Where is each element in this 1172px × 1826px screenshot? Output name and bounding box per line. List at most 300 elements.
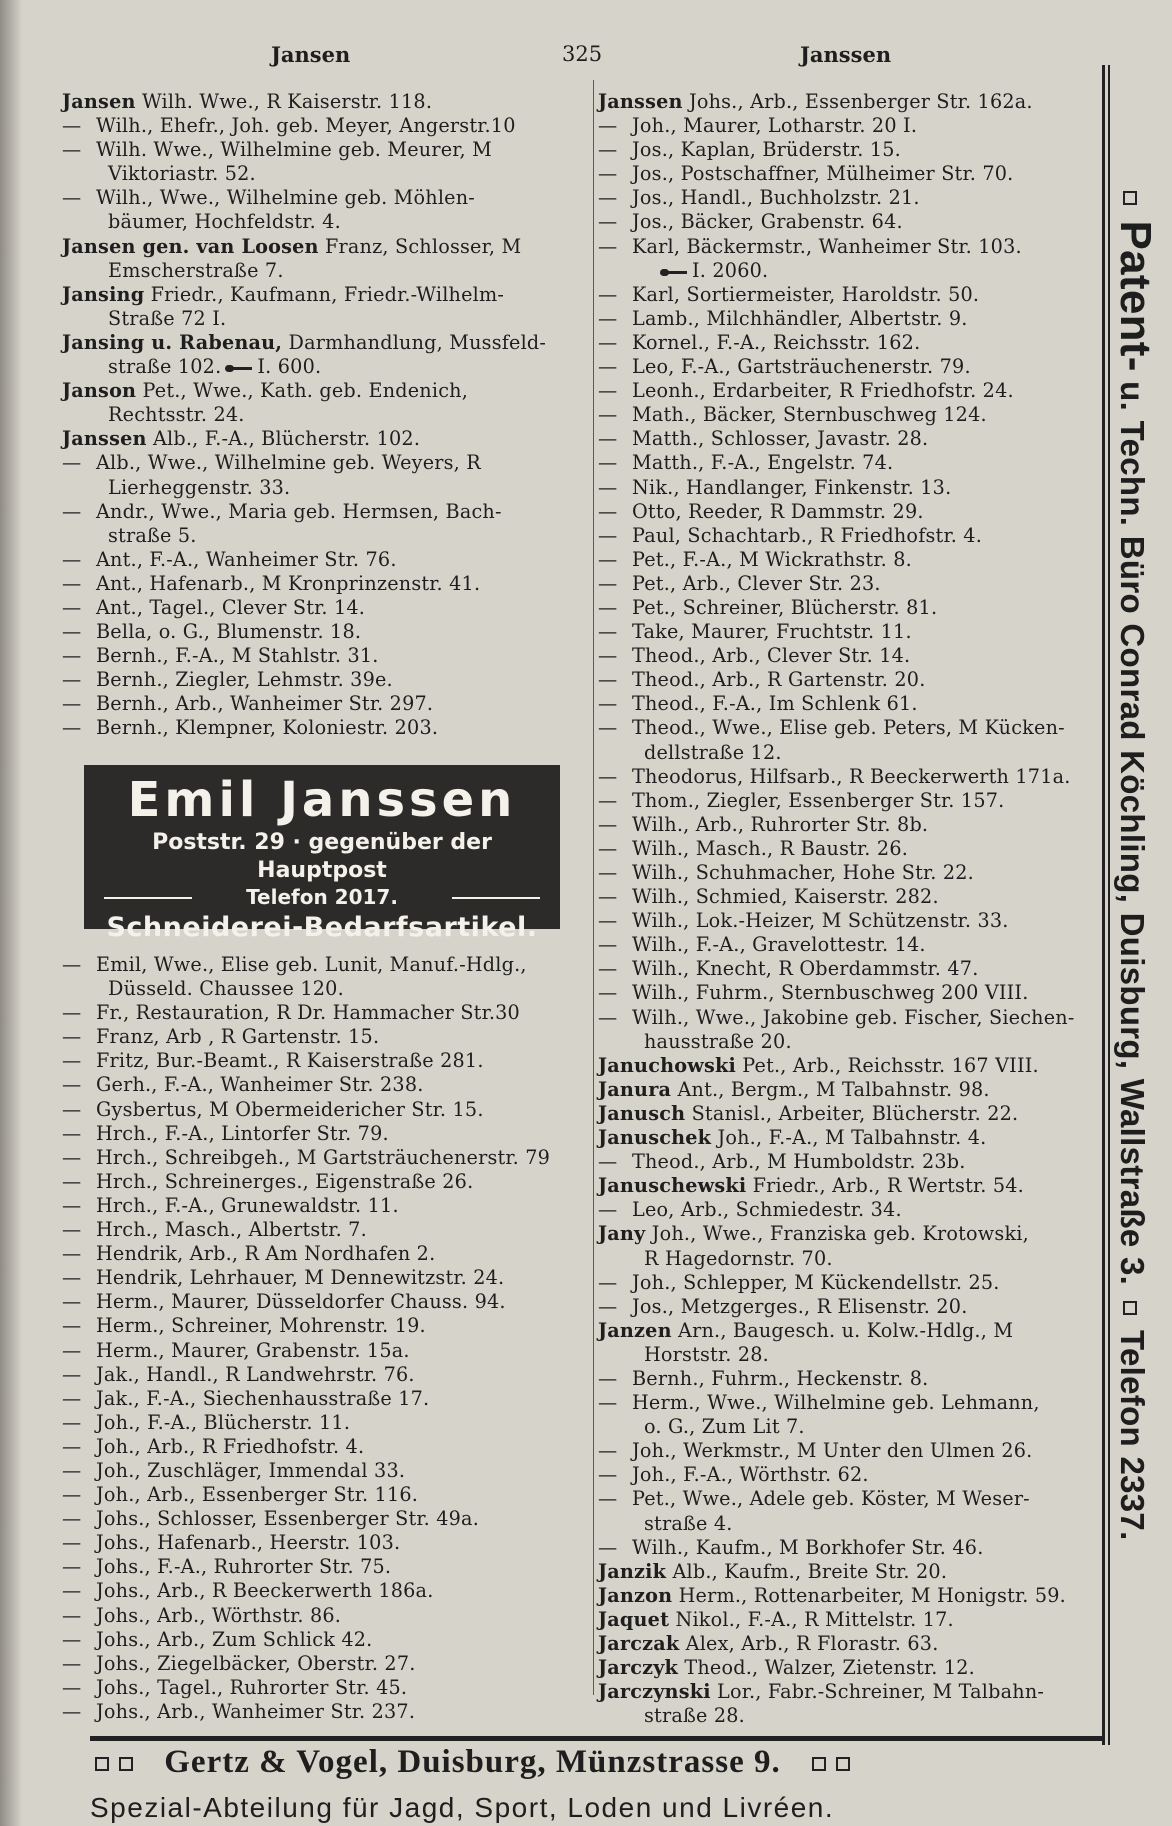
directory-entry	[598, 1295, 1106, 1319]
square-ornament	[95, 1757, 109, 1771]
side-rule-thick	[1102, 65, 1105, 1745]
ditto-dash: —	[62, 692, 82, 716]
entry-text: Wilh., Lok.-Heizer, M Schützenstr. 33.	[632, 909, 1009, 933]
directory-entry	[598, 186, 1106, 210]
entry-text: Hrch., Masch., Albertstr. 7.	[96, 1218, 367, 1242]
entry-text: Wilh., Arb., Ruhrorter Str. 8b.	[632, 812, 929, 836]
ditto-dash: —	[598, 668, 618, 692]
directory-entry-main	[598, 1632, 1106, 1656]
ditto-dash: —	[62, 1314, 82, 1338]
telephone-number: I. 600.	[257, 355, 322, 379]
entry-surname: Janusch	[598, 1101, 686, 1125]
entry-text: Jos., Kaplan, Brüderstr. 15.	[632, 138, 901, 162]
ditto-dash: —	[62, 1145, 82, 1169]
directory-entry	[598, 331, 1106, 355]
entry-surname: Januschek	[598, 1126, 712, 1150]
ditto-dash: —	[62, 547, 82, 571]
directory-entry-main	[598, 90, 1106, 114]
directory-entry	[598, 837, 1106, 861]
ditto-dash: —	[598, 1005, 618, 1029]
directory-entry	[598, 548, 1106, 572]
directory-entry-main	[598, 1680, 1106, 1728]
ditto-dash: —	[62, 114, 82, 138]
entry-text: Pet., Arb., Reichsstr. 167 VIII.	[742, 1053, 1039, 1077]
square-ornament	[119, 1757, 133, 1771]
directory-entry	[62, 1579, 587, 1603]
entry-continuation-text: Lierheggenstr. 33.	[108, 475, 291, 499]
ditto-dash: —	[62, 1434, 82, 1458]
entry-surname: Jaquet	[598, 1607, 670, 1631]
entry-text: Math., Bäcker, Sternbuschweg 124.	[632, 403, 987, 427]
entry-text: Hrch., Schreinerges., Eigenstraße 26.	[96, 1169, 474, 1193]
ditto-dash: —	[62, 138, 82, 162]
entry-text: Fr., Restauration, R Dr. Hammacher Str.30	[96, 1001, 520, 1025]
ditto-dash: —	[598, 812, 618, 836]
entry-text: Hendrik, Lehrhauer, M Dennewitzstr. 24.	[96, 1266, 505, 1290]
directory-entry	[598, 620, 1106, 644]
ditto-dash: —	[598, 451, 618, 475]
ditto-dash: —	[62, 1386, 82, 1410]
entry-text: Lor., Fabr.-Schreiner, M Talbahn-	[717, 1680, 1045, 1704]
entry-continuation	[62, 403, 587, 427]
entry-surname: Jansen gen. van Loosen	[62, 234, 319, 258]
ditto-dash: —	[598, 957, 618, 981]
entry-text: Hrch., F.-A., Grunewaldstr. 11.	[96, 1193, 399, 1217]
ditto-dash: —	[62, 1097, 82, 1121]
directory-entry	[598, 355, 1106, 379]
entry-text: Johs., Hafenarb., Heerstr. 103.	[96, 1531, 401, 1555]
entry-text: Jak., Handl., R Landwehrstr. 76.	[96, 1362, 415, 1386]
directory-entry-main	[598, 1078, 1106, 1102]
entry-text: Jos., Metzgerges., R Elisenstr. 20.	[632, 1294, 968, 1318]
directory-entry	[598, 210, 1106, 234]
directory-entry	[62, 1073, 587, 1097]
entry-text: Jak., F.-A., Siechenhausstraße 17.	[96, 1386, 430, 1410]
entry-text: Joh., Schlepper, M Kückendellstr. 25.	[632, 1270, 1000, 1294]
directory-entry	[62, 1049, 587, 1073]
entry-text: Johs., Ziegelbäcker, Oberstr. 27.	[96, 1651, 416, 1675]
directory-entry	[598, 813, 1106, 837]
ditto-dash: —	[598, 885, 618, 909]
ditto-dash: —	[598, 1198, 618, 1222]
directory-entry	[598, 1463, 1106, 1487]
directory-entry	[598, 765, 1106, 789]
entry-text: Take, Maurer, Fruchtstr. 11.	[632, 620, 912, 644]
entry-text: Johs., Arb., Zum Schlick 42.	[96, 1627, 373, 1651]
directory-entry	[598, 1006, 1106, 1054]
entry-text: Friedr., Kaufmann, Friedr.-Wilhelm-	[150, 282, 505, 306]
directory-entry	[598, 957, 1106, 981]
entry-text: Pet., Wwe., Kath. geb. Endenich,	[142, 379, 468, 403]
entry-continuation	[62, 977, 587, 1001]
entry-surname: Jansen	[62, 90, 136, 113]
ditto-dash: —	[598, 1294, 618, 1318]
entry-text: Alb., F.-A., Blücherstr. 102.	[152, 427, 421, 451]
directory-entry	[598, 644, 1106, 668]
ditto-dash: —	[62, 1531, 82, 1555]
entry-surname: Jarczak	[598, 1632, 680, 1655]
directory-entry	[598, 162, 1106, 186]
directory-entry	[62, 692, 587, 716]
entry-continuation	[598, 1704, 1106, 1728]
directory-entry	[598, 283, 1106, 307]
directory-entry	[62, 572, 587, 596]
ditto-dash: —	[598, 330, 618, 354]
entry-text: Johs., Arb., Wörthstr. 86.	[96, 1603, 342, 1627]
entry-text: Herm., Rottenarbeiter, M Honigstr. 59.	[678, 1583, 1066, 1607]
directory-entry	[598, 451, 1106, 475]
entry-surname: Janzen	[598, 1318, 672, 1342]
entry-text: Franz, Arb , R Gartenstr. 15.	[96, 1025, 380, 1049]
left-column-top	[62, 90, 587, 741]
side-rule-thin	[1108, 65, 1110, 1745]
ditto-dash: —	[62, 1121, 82, 1145]
ditto-dash: —	[598, 114, 618, 138]
directory-entry-main	[598, 1608, 1106, 1632]
entry-surname: Jarczynski	[598, 1680, 711, 1704]
entry-continuation-text: bäumer, Hochfeldstr. 4.	[108, 210, 341, 234]
directory-entry	[62, 620, 587, 644]
ditto-dash: —	[62, 1218, 82, 1242]
ditto-dash: —	[62, 595, 82, 619]
entry-text: Ant., Bergm., M Talbahnstr. 98.	[677, 1077, 990, 1101]
directory-entry-main	[598, 1126, 1106, 1150]
ditto-dash: —	[62, 1073, 82, 1097]
entry-continuation	[598, 1247, 1106, 1271]
entry-text: Arn., Baugesch. u. Kolw.-Hdlg., M	[678, 1318, 1014, 1342]
directory-entry	[62, 1314, 587, 1338]
ditto-dash: —	[62, 1362, 82, 1386]
directory-entry	[598, 476, 1106, 500]
ditto-dash: —	[62, 1579, 82, 1603]
ditto-dash: —	[598, 933, 618, 957]
entry-text: Hrch., F.-A., Lintorfer Str. 79.	[96, 1121, 389, 1145]
entry-text: Wilh., Ehefr., Joh. geb. Meyer, Angerstr.10	[96, 114, 516, 138]
entry-surname: Jany	[598, 1222, 646, 1246]
entry-text: Nikol., F.-A., R Mittelstr. 17.	[675, 1607, 954, 1631]
directory-entry	[62, 186, 587, 234]
directory-entry	[598, 909, 1106, 933]
directory-entry	[598, 427, 1106, 451]
side-ad-telephone: Telefon 2337.	[1114, 1330, 1151, 1541]
directory-entry	[598, 981, 1106, 1005]
ad-address: Poststr. 29 · gegenüber der Hauptpost	[152, 830, 492, 883]
entry-text: Wilh. Wwe., Wilhelmine geb. Meurer, M	[96, 138, 492, 162]
entry-text: Leo, F.-A., Gartsträuchenerstr. 79.	[632, 355, 971, 379]
directory-entry	[598, 1150, 1106, 1174]
ditto-dash: —	[598, 306, 618, 330]
directory-entry	[62, 1194, 587, 1218]
directory-entry	[62, 451, 587, 499]
entry-text: Wilh., Wwe., Jakobine geb. Fischer, Siechen-	[632, 1005, 1075, 1029]
entry-text: Johs., Schlosser, Essenberger Str. 49a.	[96, 1507, 479, 1531]
directory-entry-main	[62, 331, 587, 379]
ditto-dash: —	[62, 1266, 82, 1290]
entry-text: Bernh., Fuhrm., Heckenstr. 8.	[632, 1366, 929, 1390]
entry-continuation	[62, 476, 587, 500]
ditto-dash: —	[62, 499, 82, 523]
ditto-dash: —	[598, 282, 618, 306]
entry-text: Herm., Schreiner, Mohrenstr. 19.	[96, 1314, 426, 1338]
directory-entry	[598, 1271, 1106, 1295]
entry-text: Thom., Ziegler, Essenberger Str. 157.	[632, 788, 1005, 812]
entry-text: Leo, Arb., Schmiedestr. 34.	[632, 1198, 902, 1222]
directory-entry	[62, 596, 587, 620]
ditto-dash: —	[598, 981, 618, 1005]
entry-continuation	[598, 1512, 1106, 1536]
ditto-dash: —	[598, 764, 618, 788]
ditto-dash: —	[62, 620, 82, 644]
ditto-dash: —	[62, 1483, 82, 1507]
square-ornament	[836, 1757, 850, 1771]
directory-entry	[598, 716, 1106, 764]
ditto-dash: —	[62, 1651, 82, 1675]
entry-text: Wilh., Fuhrm., Sternbuschweg 200 VIII.	[632, 981, 1029, 1005]
bottom-ad-main: Gertz & Vogel, Duisburg, Münzstrasse 9.	[164, 1744, 781, 1780]
entry-continuation	[598, 1343, 1106, 1367]
ditto-dash: —	[598, 210, 618, 234]
directory-entry-main	[598, 1102, 1106, 1126]
entry-text: Ant., F.-A., Wanheimer Str. 76.	[96, 547, 397, 571]
directory-entry	[62, 1459, 587, 1483]
entry-text: Theod., Arb., M Humboldstr. 23b.	[632, 1150, 966, 1174]
directory-entry	[62, 1339, 587, 1363]
entry-surname: Janson	[62, 379, 137, 403]
ditto-dash: —	[598, 1366, 618, 1390]
column-divider	[593, 80, 594, 1695]
directory-entry	[62, 1001, 587, 1025]
directory-entry	[598, 1487, 1106, 1535]
entry-continuation	[62, 210, 587, 234]
directory-entry	[598, 307, 1106, 331]
ditto-dash: —	[598, 355, 618, 379]
bottom-ad-subline: Spezial-Abteilung für Jagd, Sport, Loden und Livréen.	[90, 1792, 835, 1823]
entry-text: Hrch., Schreibgeh., M Gartsträuchenerstr. 79	[96, 1145, 551, 1169]
entry-text: Theod., Arb., Clever Str. 14.	[632, 644, 911, 668]
entry-text: Ant., Hafenarb., M Kronprinzenstr. 41.	[96, 571, 481, 595]
telephone-number: I. 2060.	[692, 258, 769, 282]
ditto-dash: —	[598, 909, 618, 933]
ad-tagline: Schneiderei-Bedarfsartikel.	[106, 912, 538, 943]
directory-entry	[62, 1628, 587, 1652]
ditto-dash: —	[598, 1535, 618, 1559]
entry-continuation-text: Horststr. 28.	[644, 1342, 769, 1366]
page-number: 325	[562, 42, 603, 66]
ditto-dash: —	[62, 1242, 82, 1266]
ditto-dash: —	[598, 162, 618, 186]
entry-continuation-text: o. G., Zum Lit 7.	[644, 1415, 805, 1439]
directory-entry-main	[598, 1319, 1106, 1367]
ditto-dash: —	[598, 475, 618, 499]
directory-entry	[62, 138, 587, 186]
entry-surname: Janssen	[62, 427, 147, 451]
entry-continuation-text: hausstraße 20.	[644, 1029, 792, 1053]
ditto-dash: —	[62, 571, 82, 595]
entry-text: Darmhandlung, Mussfeld-	[288, 330, 547, 354]
ditto-dash: —	[62, 1049, 82, 1073]
entry-continuation-text: straße 4.	[644, 1511, 733, 1535]
ditto-dash: —	[62, 644, 82, 668]
ditto-dash: —	[598, 861, 618, 884]
entry-surname: Jansing u. Rabenau,	[62, 330, 283, 354]
side-advertisement	[1102, 65, 1166, 1745]
directory-entry	[62, 1531, 587, 1555]
directory-entry	[62, 1242, 587, 1266]
entry-text: Johs., Tagel., Ruhrorter Str. 45.	[96, 1675, 408, 1699]
ditto-dash: —	[62, 1675, 82, 1699]
directory-entry-main	[598, 1222, 1106, 1270]
directory-entry-main	[62, 283, 587, 331]
directory-entry	[62, 1483, 587, 1507]
entry-text: Herm., Wwe., Wilhelmine geb. Lehmann,	[632, 1391, 1040, 1415]
directory-entry	[598, 1391, 1106, 1439]
ditto-dash: —	[598, 138, 618, 162]
directory-entry	[62, 114, 587, 138]
entry-text: Joh., F.-A., M Talbahnstr. 4.	[717, 1126, 987, 1150]
entry-text: Gerh., F.-A., Wanheimer Str. 238.	[96, 1073, 424, 1097]
page-edge-shadow	[0, 0, 22, 1826]
entry-text: Bernh., Ziegler, Lehmstr. 39e.	[96, 668, 393, 692]
directory-entry	[598, 572, 1106, 596]
entry-text: Matth., F.-A., Engelstr. 74.	[632, 451, 894, 475]
ditto-dash: —	[598, 836, 618, 860]
directory-entry	[62, 1387, 587, 1411]
ad-telephone: Telefon 2017.	[84, 885, 560, 909]
entry-continuation	[598, 741, 1106, 765]
entry-text: Johs., Arb., R Beeckerwerth 186a.	[96, 1579, 434, 1603]
entry-text: Wilh., Knecht, R Oberdammstr. 47.	[632, 957, 979, 981]
entry-text: Wilh., Schmied, Kaiserstr. 282.	[632, 885, 939, 909]
entry-text: Jos., Handl., Buchholzstr. 21.	[632, 186, 920, 210]
entry-text: Wilh., Wwe., Wilhelmine geb. Möhlen-	[96, 186, 475, 210]
entry-text: Joh., Wwe., Franziska geb. Krotowski,	[651, 1222, 1029, 1246]
entry-text: Herm., Maurer, Düsseldorfer Chauss. 94.	[96, 1290, 506, 1314]
ditto-dash: —	[598, 403, 618, 427]
entry-surname: Jarczyk	[598, 1656, 679, 1680]
square-ornament	[1123, 191, 1137, 205]
entry-text: Jos., Postschaffner, Mülheimer Str. 70.	[632, 162, 1014, 186]
ditto-dash: —	[62, 1290, 82, 1314]
entry-text: Joh., Arb., Essenberger Str. 116.	[96, 1483, 419, 1507]
entry-continuation	[62, 307, 587, 331]
bottom-advertisement	[90, 1744, 1104, 1794]
directory-entry	[598, 692, 1106, 716]
entry-text: Hendrik, Arb., R Am Nordhafen 2.	[96, 1242, 436, 1266]
entry-continuation-text: Viktoriastr. 52.	[108, 162, 256, 186]
entry-continuation-text: Rechtsstr. 24.	[108, 403, 245, 427]
directory-entry	[62, 1290, 587, 1314]
directory-entry	[598, 114, 1106, 138]
entry-text: Ant., Tagel., Clever Str. 14.	[96, 595, 366, 619]
ditto-dash: —	[598, 234, 618, 258]
entry-text: Alb., Wwe., Wilhelmine geb. Weyers, R	[96, 451, 481, 475]
directory-entry	[62, 644, 587, 668]
directory-entry	[62, 1363, 587, 1387]
directory-entry-main	[598, 1054, 1106, 1078]
entry-text: Wilh., Masch., R Baustr. 26.	[632, 836, 909, 860]
entry-text: Theod., Arb., R Gartenstr. 20.	[632, 668, 926, 692]
entry-continuation-text: straße 102.	[108, 355, 222, 379]
directory-entry	[598, 1198, 1106, 1222]
directory-entry-main	[62, 379, 587, 427]
directory-entry	[62, 1122, 587, 1146]
entry-continuation	[62, 259, 587, 283]
entry-text: Fritz, Bur.-Beamt., R Kaiserstraße 281.	[96, 1049, 484, 1073]
ditto-dash: —	[598, 186, 618, 210]
ditto-dash: —	[62, 186, 82, 210]
entry-text: Theod., Wwe., Elise geb. Peters, M Kücken-	[632, 716, 1065, 740]
directory-entry	[62, 1411, 587, 1435]
entry-text: Theod., Walzer, Zietenstr. 12.	[684, 1656, 975, 1680]
page-header	[60, 42, 1100, 72]
entry-surname: Janssen	[598, 90, 683, 113]
directory-entry	[598, 235, 1106, 283]
entry-text: Bernh., Klempner, Koloniestr. 203.	[96, 716, 439, 740]
directory-entry-main	[598, 1656, 1106, 1680]
directory-entry	[598, 1536, 1106, 1560]
directory-entry	[598, 1367, 1106, 1391]
ditto-dash: —	[62, 953, 82, 976]
directory-entry	[62, 1507, 587, 1531]
entry-continuation-text: Straße 72 I.	[108, 306, 227, 330]
directory-entry	[62, 1098, 587, 1122]
directory-entry	[62, 953, 587, 1001]
ditto-dash: —	[598, 499, 618, 523]
entry-text: Karl, Sortiermeister, Haroldstr. 50.	[632, 282, 980, 306]
directory-entry	[598, 885, 1106, 909]
ditto-dash: —	[598, 716, 618, 740]
entry-continuation-text: R Hagedornstr. 70.	[644, 1246, 833, 1270]
ditto-dash: —	[62, 1001, 82, 1025]
directory-entry	[62, 1700, 587, 1724]
entry-text: Joh., Werkmstr., M Unter den Ulmen 26.	[632, 1439, 1033, 1463]
directory-entry-main	[598, 1174, 1106, 1198]
entry-text: Nik., Handlanger, Finkenstr. 13.	[632, 475, 952, 499]
directory-entry	[62, 1218, 587, 1242]
header-right-title: Janssen	[800, 42, 892, 67]
directory-entry	[598, 500, 1106, 524]
entry-continuation	[62, 162, 587, 186]
entry-text: Bernh., Arb., Wanheimer Str. 297.	[96, 692, 434, 716]
entry-text: Otto, Reeder, R Dammstr. 29.	[632, 499, 924, 523]
entry-text: Theod., F.-A., Im Schlenk 61.	[632, 692, 918, 716]
directory-entry-main	[62, 235, 587, 283]
ditto-dash: —	[598, 427, 618, 451]
ditto-dash: —	[598, 1463, 618, 1487]
entry-text: Jos., Bäcker, Grabenstr. 64.	[632, 210, 903, 234]
square-ornament	[1123, 1301, 1137, 1315]
entry-text: Karl, Bäckermstr., Wanheimer Str. 103.	[632, 234, 1022, 258]
directory-entry	[62, 1676, 587, 1700]
entry-text: Franz, Schlosser, M	[325, 234, 522, 258]
ditto-dash: —	[62, 1338, 82, 1362]
ditto-dash: —	[598, 595, 618, 619]
directory-entry	[62, 1652, 587, 1676]
entry-continuation	[598, 1030, 1106, 1054]
entry-text: Pet., F.-A., M Wickrathstr. 8.	[632, 547, 912, 571]
ditto-dash: —	[62, 1025, 82, 1049]
directory-entry-main	[598, 1584, 1106, 1608]
directory-entry	[62, 1555, 587, 1579]
bottom-rule	[90, 1736, 1104, 1741]
entry-text: Bella, o. G., Blumenstr. 18.	[96, 620, 362, 644]
ditto-dash: —	[62, 1410, 82, 1434]
entry-continuation-text: Emscherstraße 7.	[108, 258, 284, 282]
telephone-icon	[660, 267, 688, 277]
ditto-dash: —	[62, 1699, 82, 1723]
entry-text: Gysbertus, M Obermeidericher Str. 15.	[96, 1097, 484, 1121]
entry-text: Pet., Schreiner, Blücherstr. 81.	[632, 595, 938, 619]
